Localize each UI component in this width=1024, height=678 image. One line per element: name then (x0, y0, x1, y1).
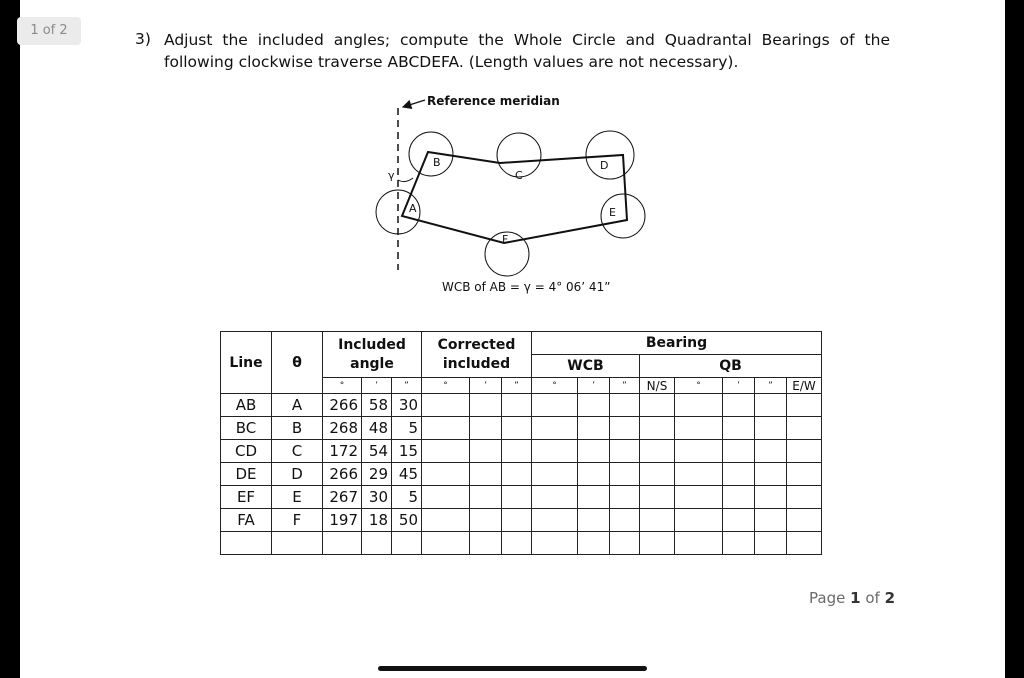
empty-answer-cell (422, 463, 470, 486)
included-sec-cell: 45 (392, 463, 422, 486)
line-cell: CD (221, 440, 272, 463)
empty-answer-cell (610, 509, 640, 532)
line-cell (221, 532, 272, 555)
qb-ew-header: E/W (787, 378, 822, 394)
line-cell: DE (221, 463, 272, 486)
table-row (221, 509, 822, 532)
theta-cell: D (272, 463, 323, 486)
empty-answer-cell (578, 394, 610, 417)
table-row (221, 417, 822, 440)
page-footer-total: 2 (884, 589, 896, 607)
included-min-cell: 29 (362, 463, 392, 486)
empty-answer-cell (502, 440, 532, 463)
empty-answer-cell (422, 417, 470, 440)
empty-answer-cell (578, 463, 610, 486)
empty-answer-cell (675, 509, 723, 532)
empty-answer-cell (640, 486, 675, 509)
empty-answer-cell (755, 394, 787, 417)
reference-arrow (403, 100, 425, 107)
empty-answer-cell (578, 417, 610, 440)
empty-answer-cell (532, 486, 578, 509)
theta-cell: C (272, 440, 323, 463)
empty-answer-cell (723, 394, 755, 417)
empty-answer-cell (532, 394, 578, 417)
header-wcb: WCB (532, 355, 640, 378)
empty-answer-cell (755, 463, 787, 486)
empty-answer-cell (723, 440, 755, 463)
theta-cell: F (272, 509, 323, 532)
empty-answer-cell (610, 394, 640, 417)
empty-answer-cell (675, 440, 723, 463)
empty-answer-cell (610, 532, 640, 555)
header-line: Line (221, 332, 272, 394)
corrected-deg-unit: ° (422, 378, 470, 394)
included-deg-cell: 267 (323, 486, 362, 509)
empty-answer-cell (578, 486, 610, 509)
page-footer-prefix: Page (809, 589, 846, 607)
empty-answer-cell (723, 509, 755, 532)
theta-cell: B (272, 417, 323, 440)
included-min-cell (362, 532, 392, 555)
empty-answer-cell (640, 417, 675, 440)
included-sec-cell: 15 (392, 440, 422, 463)
header-qb: QB (640, 355, 822, 378)
station-label-d: D (600, 159, 609, 172)
empty-answer-cell (755, 532, 787, 555)
corrected-sec-unit: ” (502, 378, 532, 394)
included-deg-unit: ° (323, 378, 362, 394)
included-deg-cell (323, 532, 362, 555)
included-sec-cell: 5 (392, 486, 422, 509)
empty-answer-cell (502, 532, 532, 555)
included-min-cell: 30 (362, 486, 392, 509)
empty-answer-cell (640, 509, 675, 532)
empty-answer-cell (470, 440, 502, 463)
empty-answer-cell (755, 486, 787, 509)
empty-answer-cell (640, 463, 675, 486)
qb-deg-unit: ° (675, 378, 723, 394)
empty-answer-cell (470, 394, 502, 417)
corrected-min-unit: ’ (470, 378, 502, 394)
empty-answer-cell (610, 486, 640, 509)
line-cell: BC (221, 417, 272, 440)
included-sec-cell: 5 (392, 417, 422, 440)
included-min-cell: 48 (362, 417, 392, 440)
empty-answer-cell (532, 463, 578, 486)
line-cell: AB (221, 394, 272, 417)
station-label-c: C (515, 169, 523, 182)
empty-answer-cell (502, 509, 532, 532)
included-deg-cell: 268 (323, 417, 362, 440)
empty-answer-cell (610, 417, 640, 440)
empty-answer-cell (787, 394, 822, 417)
reference-meridian-label: Reference meridian (427, 94, 560, 108)
figure-caption: WCB of AB = γ = 4° 06’ 41” (442, 280, 611, 294)
theta-cell: E (272, 486, 323, 509)
included-min-cell: 58 (362, 394, 392, 417)
home-indicator-bar[interactable] (378, 666, 647, 671)
header-corrected-included: Corrected included (422, 332, 532, 378)
empty-answer-cell (532, 509, 578, 532)
page-footer (809, 589, 895, 607)
empty-answer-cell (422, 486, 470, 509)
header-theta: θ (272, 332, 323, 394)
empty-answer-cell (578, 440, 610, 463)
empty-answer-cell (640, 394, 675, 417)
theta-cell (272, 532, 323, 555)
included-sec-cell: 50 (392, 509, 422, 532)
empty-answer-cell (610, 463, 640, 486)
table-row (221, 440, 822, 463)
question-number: 3) (135, 30, 151, 48)
station-label-b: B (433, 156, 441, 169)
empty-answer-cell (640, 532, 675, 555)
included-min-cell: 54 (362, 440, 392, 463)
included-sec-cell (392, 532, 422, 555)
empty-answer-cell (532, 532, 578, 555)
qb-min-unit: ’ (723, 378, 755, 394)
empty-answer-cell (502, 486, 532, 509)
included-deg-cell: 266 (323, 463, 362, 486)
station-label-a: A (409, 202, 417, 215)
included-min-unit: ’ (362, 378, 392, 394)
wcb-deg-unit: ° (532, 378, 578, 394)
included-deg-cell: 172 (323, 440, 362, 463)
empty-answer-cell (675, 394, 723, 417)
empty-answer-cell (675, 532, 723, 555)
table-row (221, 463, 822, 486)
empty-answer-cell (502, 394, 532, 417)
included-sec-unit: ” (392, 378, 422, 394)
empty-answer-cell (422, 440, 470, 463)
empty-answer-cell (422, 532, 470, 555)
line-cell: FA (221, 509, 272, 532)
empty-answer-cell (755, 417, 787, 440)
wcb-sec-unit: ” (610, 378, 640, 394)
station-label-f: F (502, 233, 509, 246)
line-cell: EF (221, 486, 272, 509)
table-row (221, 394, 822, 417)
empty-answer-cell (422, 509, 470, 532)
empty-answer-cell (723, 486, 755, 509)
empty-answer-cell (755, 440, 787, 463)
empty-answer-cell (470, 486, 502, 509)
question-text: Adjust the included angles; compute the Whole Circle and Quadrantal Bearings of the following clockwise traverse ABCDEFA. (Length values are not necessary). (164, 31, 890, 71)
empty-answer-cell (502, 463, 532, 486)
qb-ns-header: N/S (640, 378, 675, 394)
wcb-min-unit: ’ (578, 378, 610, 394)
empty-answer-cell (502, 417, 532, 440)
empty-answer-cell (532, 417, 578, 440)
empty-answer-cell (578, 509, 610, 532)
page-indicator: 1 of 2 (17, 17, 81, 45)
traverse-table (220, 331, 822, 555)
theta-cell: A (272, 394, 323, 417)
empty-answer-cell (532, 440, 578, 463)
empty-answer-cell (787, 509, 822, 532)
empty-answer-cell (787, 440, 822, 463)
empty-answer-cell (470, 509, 502, 532)
empty-answer-cell (755, 509, 787, 532)
included-min-cell: 18 (362, 509, 392, 532)
empty-answer-cell (578, 532, 610, 555)
empty-answer-cell (787, 463, 822, 486)
empty-answer-cell (422, 394, 470, 417)
empty-answer-cell (787, 532, 822, 555)
empty-answer-cell (723, 532, 755, 555)
gamma-label: γ (388, 169, 395, 182)
station-label-e: E (609, 206, 616, 219)
qb-sec-unit: ” (755, 378, 787, 394)
table-row (221, 532, 822, 555)
included-deg-cell: 197 (323, 509, 362, 532)
empty-answer-cell (787, 486, 822, 509)
empty-answer-cell (675, 417, 723, 440)
empty-answer-cell (470, 417, 502, 440)
empty-answer-cell (675, 486, 723, 509)
empty-answer-cell (610, 440, 640, 463)
header-bearing: Bearing (532, 332, 822, 355)
empty-answer-cell (723, 463, 755, 486)
page-footer-current: 1 (850, 589, 861, 607)
header-included-angle: Included angle (323, 332, 422, 378)
included-sec-cell: 30 (392, 394, 422, 417)
included-deg-cell: 266 (323, 394, 362, 417)
empty-answer-cell (723, 417, 755, 440)
empty-answer-cell (470, 463, 502, 486)
empty-answer-cell (675, 463, 723, 486)
empty-answer-cell (640, 440, 675, 463)
empty-answer-cell (787, 417, 822, 440)
page-footer-of: of (865, 589, 880, 607)
empty-answer-cell (470, 532, 502, 555)
table-row (221, 486, 822, 509)
